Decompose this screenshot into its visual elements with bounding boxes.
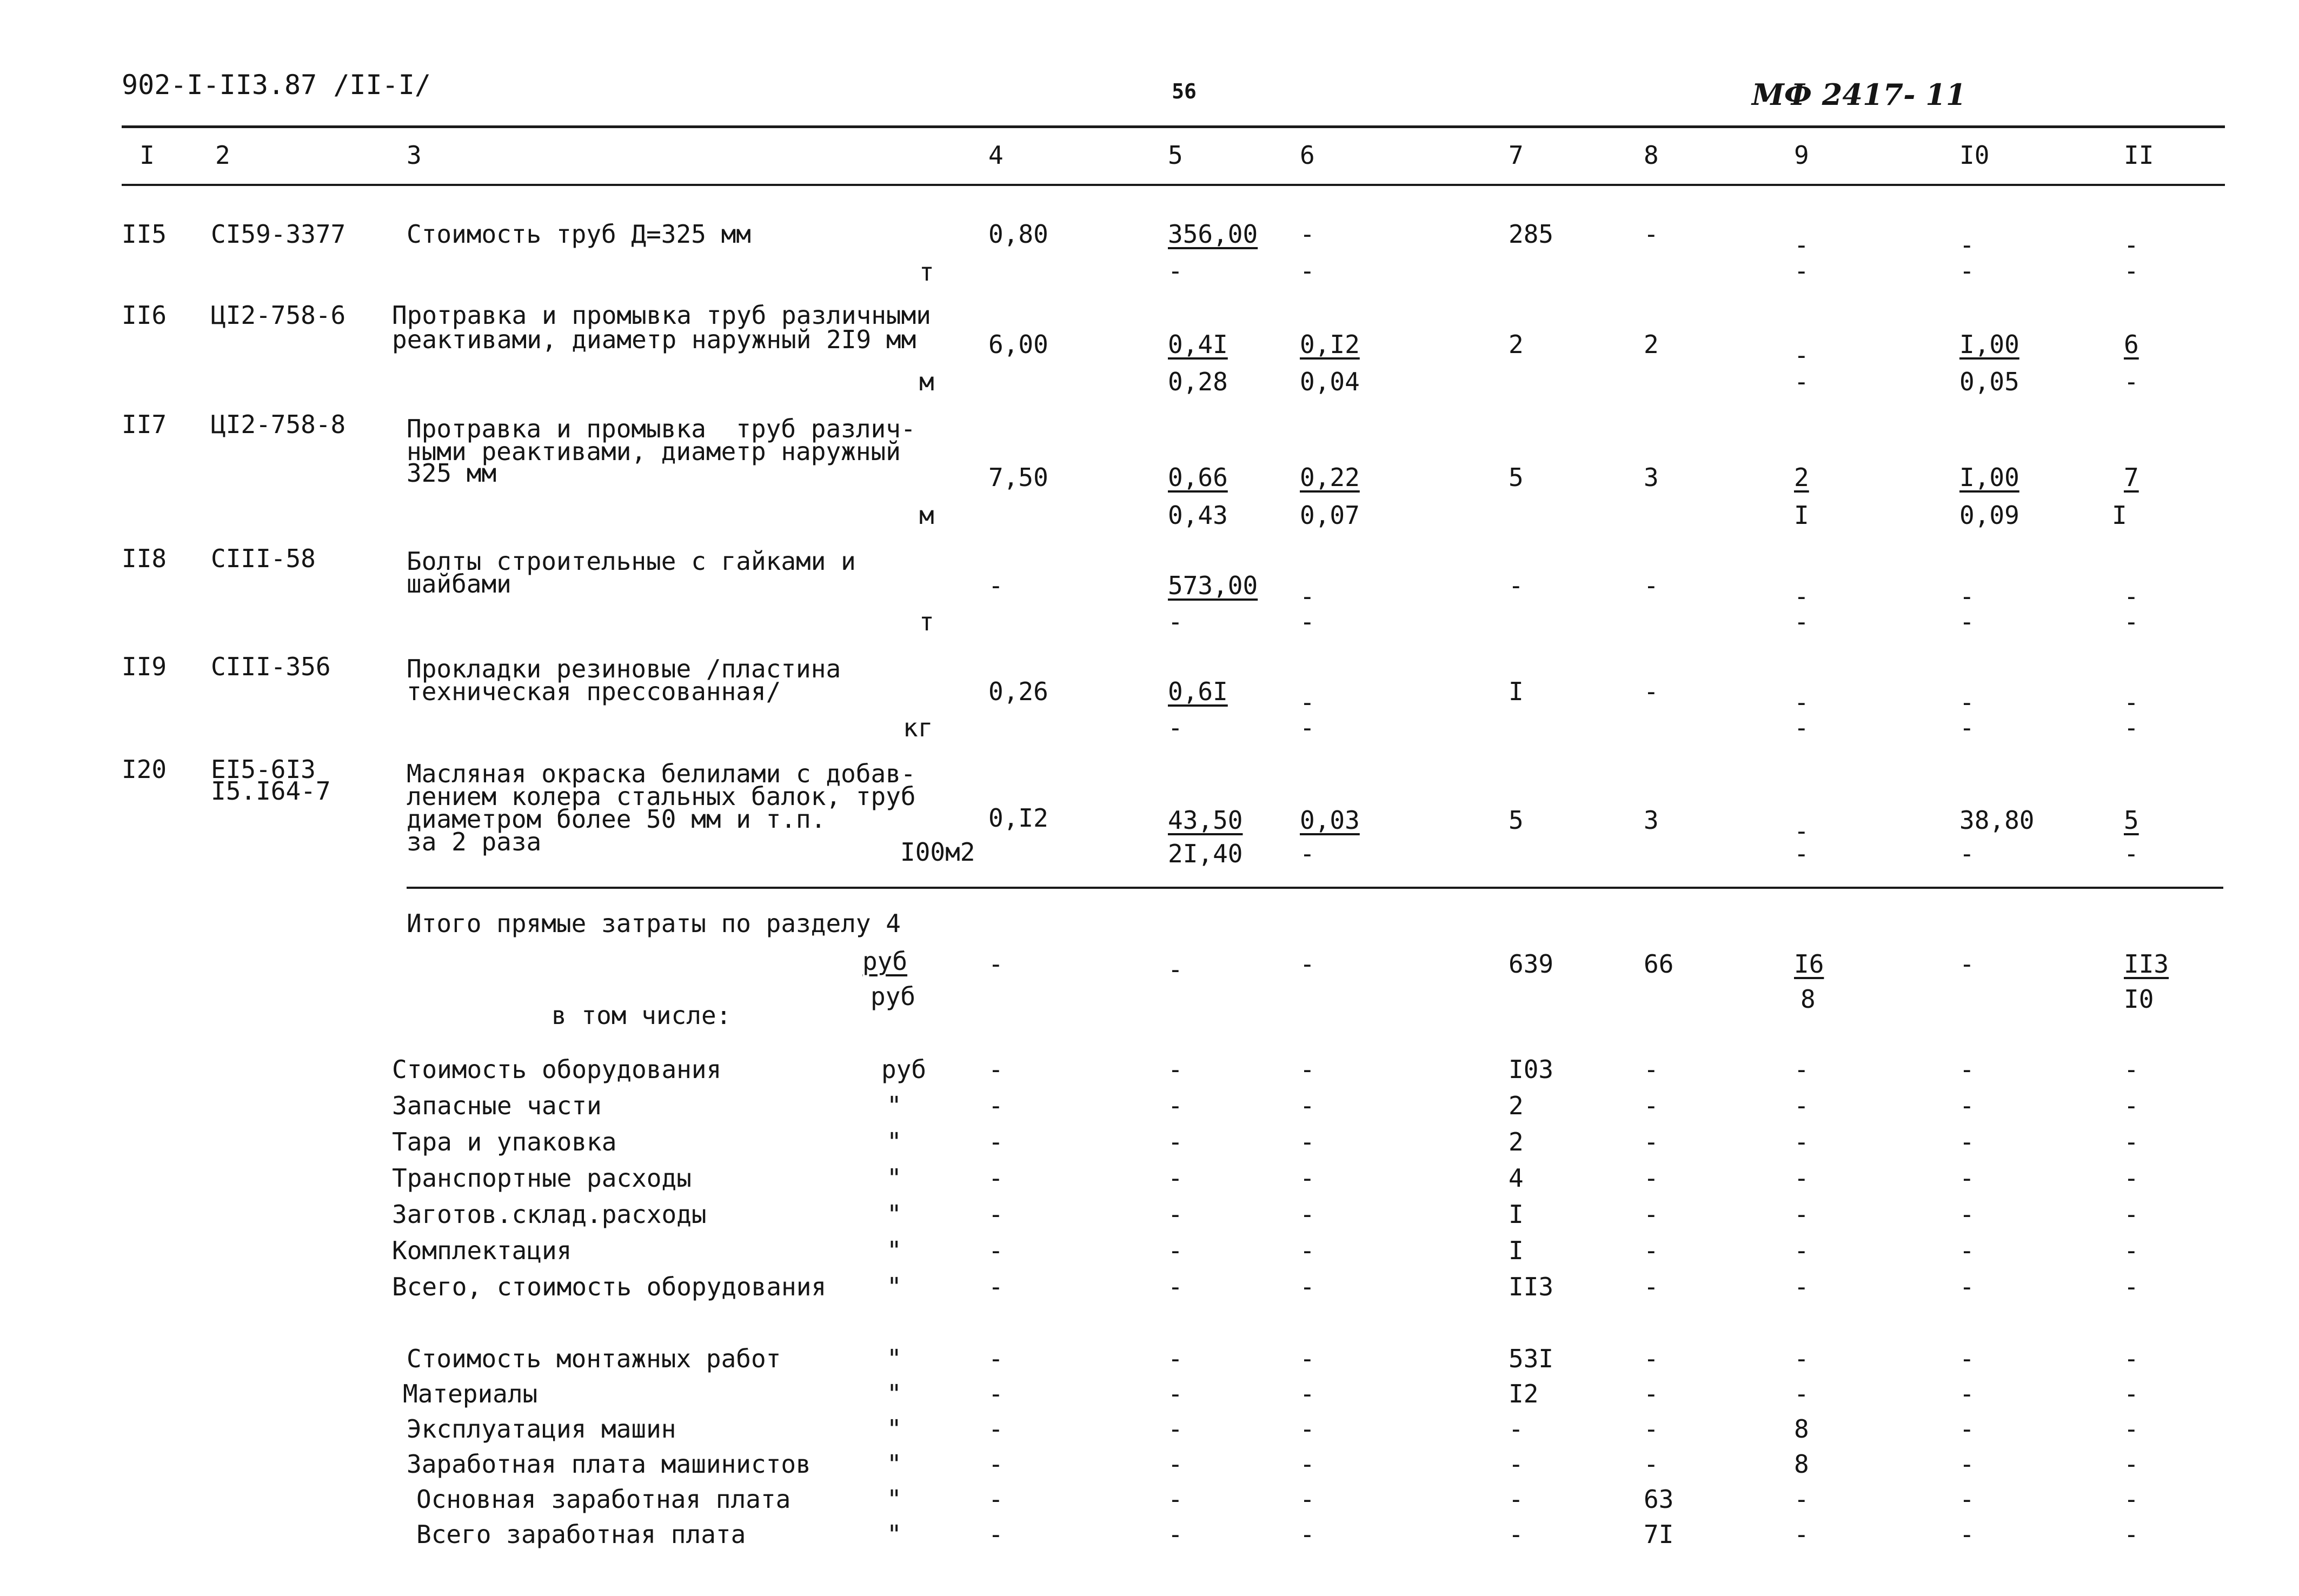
summary-label: Заработная плата машинистов <box>407 1449 811 1479</box>
summary-col4: - <box>988 1272 1004 1301</box>
summary-col6: - <box>1300 1236 1315 1265</box>
labor-machinists: 0,05 <box>1959 367 2019 396</box>
summary-col5: - <box>1168 1344 1183 1373</box>
summary-col4: - <box>988 1485 1004 1514</box>
summary-col6: - <box>1300 1449 1315 1479</box>
description-line: Протравка и промывка труб различ- <box>407 414 916 443</box>
machine-cost: - <box>1300 688 1315 717</box>
labor-total: 6 <box>2124 330 2139 359</box>
summary-col7: - <box>1509 1485 1524 1514</box>
total-cost: - <box>1509 571 1524 600</box>
including-label: в том числе: <box>552 1001 732 1030</box>
summary-col7: 2 <box>1509 1091 1524 1120</box>
labor-cost: 38,80 <box>1959 806 2035 835</box>
description-line: Болты строительные с гайками и <box>407 547 856 576</box>
machines-wages: - <box>1794 839 1809 868</box>
summary-col4: - <box>988 1127 1004 1156</box>
summary-col4: - <box>988 1414 1004 1444</box>
summary-col10: - <box>1959 1091 1975 1120</box>
description-line: Протравка и промывка труб различными <box>392 301 931 330</box>
labor-machinists: - <box>1959 839 1975 868</box>
description-line: Прокладки резиновые /пластина <box>407 654 841 683</box>
labor-total: 5 <box>2124 806 2139 835</box>
summary-label: Запасные части <box>392 1091 602 1120</box>
summary-col5: - <box>1168 1236 1183 1265</box>
summary-unit: руб <box>881 1055 927 1084</box>
machine-wages: - <box>1300 607 1315 636</box>
row-number: II6 <box>122 301 167 330</box>
unit-cost-total: 0,66 <box>1168 463 1228 492</box>
machine-cost: 0,03 <box>1300 806 1360 835</box>
summary-col11: - <box>2124 1449 2139 1479</box>
totals-col9: I6 <box>1794 949 1824 979</box>
col-header-6: 6 <box>1300 141 1315 170</box>
rate-code: EI5-6I3 <box>211 755 316 784</box>
unit-cost-wages: 0,28 <box>1168 367 1228 396</box>
machine-cost: - <box>1300 220 1315 249</box>
summary-label: Эксплуатация машин <box>407 1414 676 1444</box>
machine-cost: 0,22 <box>1300 463 1360 492</box>
total-cost: 2 <box>1509 330 1524 359</box>
unit-cost-total: 356,00 <box>1168 220 1258 249</box>
labor-machinists: - <box>1959 713 1975 742</box>
col-header-11: II <box>2124 141 2154 170</box>
description-line: диаметром более 50 мм и т.п. <box>407 804 826 834</box>
wages-total: 2 <box>1644 330 1659 359</box>
summary-col11: - <box>2124 1414 2139 1444</box>
totals-col7: 639 <box>1509 949 1554 979</box>
summary-col6: - <box>1300 1272 1315 1301</box>
col-header-9: 9 <box>1794 141 1809 170</box>
summary-col10: - <box>1959 1485 1975 1514</box>
totals-unit: руб <box>862 947 908 976</box>
summary-col8: - <box>1644 1379 1659 1408</box>
unit: м <box>919 367 934 396</box>
labor-total-machinists: I <box>2112 501 2127 530</box>
labor-total-machinists: - <box>2124 839 2139 868</box>
summary-unit: " <box>887 1414 902 1444</box>
unit-cost-wages: - <box>1168 713 1183 742</box>
machine-wages: - <box>1300 256 1315 285</box>
summary-unit: " <box>887 1344 902 1373</box>
summary-col9: - <box>1794 1127 1809 1156</box>
machine-cost: - <box>1300 582 1315 611</box>
labor-total-machinists: - <box>2124 607 2139 636</box>
summary-col9: - <box>1794 1091 1809 1120</box>
unit: I00м2 <box>900 837 975 867</box>
summary-col7: II3 <box>1509 1272 1554 1301</box>
description-line: лением колера стальных балок, труб <box>407 782 916 811</box>
summary-col6: - <box>1300 1414 1315 1444</box>
unit-cost-total: 0,4I <box>1168 330 1228 359</box>
description-line: Стоимость труб Д=325 мм <box>407 220 751 249</box>
summary-col8: - <box>1644 1272 1659 1301</box>
col-header-3: 3 <box>407 141 422 170</box>
summary-col10: - <box>1959 1379 1975 1408</box>
description-line: 325 мм <box>407 458 497 488</box>
totals-col8: 66 <box>1644 949 1674 979</box>
summary-col9: - <box>1794 1236 1809 1265</box>
summary-col7: 2 <box>1509 1127 1524 1156</box>
unit: т <box>919 257 934 287</box>
summary-col10: - <box>1959 1127 1975 1156</box>
quantity: 0,80 <box>988 220 1048 249</box>
summary-col7: - <box>1509 1414 1524 1444</box>
summary-col4: - <box>988 1520 1004 1549</box>
labor-cost: I,00 <box>1959 330 2019 359</box>
labor-machinists: 0,09 <box>1959 501 2019 530</box>
summary-label: Комплектация <box>392 1236 572 1265</box>
summary-col6: - <box>1300 1379 1315 1408</box>
machines-wages: - <box>1794 367 1809 396</box>
summary-unit: " <box>887 1127 902 1156</box>
summary-unit: " <box>887 1485 902 1514</box>
summary-col7: I <box>1509 1200 1524 1229</box>
summary-col4: - <box>988 1236 1004 1265</box>
summary-col8: 63 <box>1644 1485 1674 1514</box>
summary-col6: - <box>1300 1163 1315 1193</box>
machines-total: - <box>1794 341 1809 370</box>
summary-col9: - <box>1794 1485 1809 1514</box>
summary-col11: - <box>2124 1236 2139 1265</box>
summary-col7: 4 <box>1509 1163 1524 1193</box>
summary-col5: - <box>1168 1272 1183 1301</box>
summary-col10: - <box>1959 1163 1975 1193</box>
wages-total: - <box>1644 220 1659 249</box>
wages-total: - <box>1644 677 1659 706</box>
summary-col6: - <box>1300 1091 1315 1120</box>
summary-col4: - <box>988 1379 1004 1408</box>
totals-unit-secondary: руб <box>871 982 916 1011</box>
col-header-4: 4 <box>988 141 1004 170</box>
description-line: техническая прессованная/ <box>407 677 781 706</box>
summary-col10: - <box>1959 1272 1975 1301</box>
summary-col10: - <box>1959 1344 1975 1373</box>
summary-col5: - <box>1168 1091 1183 1120</box>
labor-cost: - <box>1959 582 1975 611</box>
unit-cost-wages: 2I,40 <box>1168 839 1243 868</box>
summary-col5: - <box>1168 1520 1183 1549</box>
summary-col8: 7I <box>1644 1520 1674 1549</box>
summary-col8: - <box>1644 1236 1659 1265</box>
summary-col9: - <box>1794 1379 1809 1408</box>
summary-unit: " <box>887 1379 902 1408</box>
unit-cost-total: 43,50 <box>1168 806 1243 835</box>
summary-col11: - <box>2124 1091 2139 1120</box>
summary-col7: I03 <box>1509 1055 1554 1084</box>
summary-col8: - <box>1644 1344 1659 1373</box>
totals-col4: - <box>988 949 1004 979</box>
summary-col10: - <box>1959 1200 1975 1229</box>
document-code: 902-I-II3.87 /II-I/ <box>122 69 431 101</box>
totals-col6: - <box>1300 949 1315 979</box>
machines-wages: - <box>1794 256 1809 285</box>
unit: т <box>919 607 934 636</box>
summary-col11: - <box>2124 1127 2139 1156</box>
unit-cost-wages: - <box>1168 607 1183 636</box>
quantity: - <box>988 571 1004 600</box>
summary-label: Стоимость монтажных работ <box>407 1344 781 1373</box>
header-bottom-rule <box>122 184 2225 186</box>
section-divider <box>407 887 2223 889</box>
summary-label: Заготов.склад.расходы <box>392 1200 707 1229</box>
summary-col9: - <box>1794 1163 1809 1193</box>
labor-cost: - <box>1959 688 1975 717</box>
summary-col8: - <box>1644 1055 1659 1084</box>
summary-col5: - <box>1168 1127 1183 1156</box>
labor-cost: I,00 <box>1959 463 2019 492</box>
total-cost: I <box>1509 677 1524 706</box>
labor-machinists: - <box>1959 256 1975 285</box>
totals-label: Итого прямые затраты по разделу 4 <box>407 909 901 938</box>
summary-col9: 8 <box>1794 1449 1809 1479</box>
quantity: 6,00 <box>988 330 1048 359</box>
summary-unit: " <box>887 1200 902 1229</box>
machines-total: - <box>1794 816 1809 846</box>
summary-col8: - <box>1644 1449 1659 1479</box>
col-header-2: 2 <box>215 141 230 170</box>
machines-total: - <box>1794 230 1809 260</box>
summary-col11: - <box>2124 1272 2139 1301</box>
summary-col6: - <box>1300 1520 1315 1549</box>
labor-machinists: - <box>1959 607 1975 636</box>
summary-col7: I <box>1509 1236 1524 1265</box>
total-cost: 285 <box>1509 220 1554 249</box>
summary-col8: - <box>1644 1127 1659 1156</box>
rate-code-secondary: I5.I64-7 <box>211 776 331 806</box>
col-header-1: I <box>139 141 155 170</box>
summary-col11: - <box>2124 1200 2139 1229</box>
summary-col8: - <box>1644 1091 1659 1120</box>
rate-code: ЦI2-758-8 <box>211 410 346 439</box>
unit: кг <box>903 713 933 742</box>
summary-label: Основная заработная плата <box>416 1485 791 1514</box>
machines-wages: - <box>1794 607 1809 636</box>
totals-col9-secondary: 8 <box>1800 985 1816 1014</box>
summary-col9: - <box>1794 1055 1809 1084</box>
summary-unit: " <box>887 1163 902 1193</box>
summary-col10: - <box>1959 1055 1975 1084</box>
summary-col5: - <box>1168 1055 1183 1084</box>
labor-total-machinists: - <box>2124 367 2139 396</box>
summary-col5: - <box>1168 1414 1183 1444</box>
labor-total: 7 <box>2124 463 2139 492</box>
total-cost: 5 <box>1509 806 1524 835</box>
summary-col8: - <box>1644 1163 1659 1193</box>
summary-col4: - <box>988 1091 1004 1120</box>
col-header-10: I0 <box>1959 141 1990 170</box>
summary-col10: - <box>1959 1236 1975 1265</box>
summary-col9: - <box>1794 1272 1809 1301</box>
description-line: за 2 раза <box>407 827 542 856</box>
machine-cost: 0,I2 <box>1300 330 1360 359</box>
rate-code: CIII-58 <box>211 544 316 573</box>
summary-col9: - <box>1794 1344 1809 1373</box>
summary-col4: - <box>988 1055 1004 1084</box>
row-number: II7 <box>122 410 167 439</box>
wages-total: 3 <box>1644 463 1659 492</box>
col-header-8: 8 <box>1644 141 1659 170</box>
summary-col9: 8 <box>1794 1414 1809 1444</box>
unit: м <box>919 501 934 530</box>
page-number: 56 <box>1172 79 1197 103</box>
summary-col6: - <box>1300 1344 1315 1373</box>
rate-code: CI59-3377 <box>211 220 346 249</box>
summary-col10: - <box>1959 1449 1975 1479</box>
summary-col7: I2 <box>1509 1379 1539 1408</box>
totals-col11-secondary: I0 <box>2124 985 2154 1014</box>
summary-col5: - <box>1168 1379 1183 1408</box>
quantity: 0,26 <box>988 677 1048 706</box>
summary-col10: - <box>1959 1414 1975 1444</box>
summary-col7: - <box>1509 1520 1524 1549</box>
unit-cost-total: 573,00 <box>1168 571 1258 600</box>
quantity: 7,50 <box>988 463 1048 492</box>
rate-code: ЦI2-758-6 <box>211 301 346 330</box>
total-cost: 5 <box>1509 463 1524 492</box>
summary-col7: 53I <box>1509 1344 1554 1373</box>
summary-col6: - <box>1300 1485 1315 1514</box>
wages-total: 3 <box>1644 806 1659 835</box>
summary-col6: - <box>1300 1200 1315 1229</box>
labor-total-machinists: - <box>2124 713 2139 742</box>
description-line: шайбами <box>407 569 511 598</box>
row-number: II5 <box>122 220 167 249</box>
totals-col5: - <box>1168 955 1183 984</box>
header-top-rule <box>122 125 2225 128</box>
summary-col6: - <box>1300 1127 1315 1156</box>
summary-col9: - <box>1794 1200 1809 1229</box>
summary-col11: - <box>2124 1485 2139 1514</box>
description-line: реактивами, диаметр наружный 2I9 мм <box>392 325 916 354</box>
handwritten-reference: МФ 2417- 11 <box>1752 77 1966 112</box>
summary-col6: - <box>1300 1055 1315 1084</box>
summary-col4: - <box>988 1344 1004 1373</box>
machines-total: 2 <box>1794 463 1809 492</box>
wages-total: - <box>1644 571 1659 600</box>
machines-total: - <box>1794 688 1809 717</box>
summary-label: Тара и упаковка <box>392 1127 617 1156</box>
summary-unit: " <box>887 1091 902 1120</box>
summary-col9: - <box>1794 1520 1809 1549</box>
machines-wages: - <box>1794 713 1809 742</box>
unit-cost-wages: - <box>1168 256 1183 285</box>
summary-col5: - <box>1168 1163 1183 1193</box>
summary-col8: - <box>1644 1200 1659 1229</box>
summary-unit: " <box>887 1520 902 1549</box>
labor-total: - <box>2124 582 2139 611</box>
summary-col11: - <box>2124 1163 2139 1193</box>
summary-col10: - <box>1959 1520 1975 1549</box>
summary-col11: - <box>2124 1520 2139 1549</box>
description-line: Масляная окраска белилами с добав- <box>407 759 916 788</box>
quantity: 0,I2 <box>988 803 1048 833</box>
machine-wages: 0,04 <box>1300 367 1360 396</box>
summary-col5: - <box>1168 1200 1183 1229</box>
summary-unit: " <box>887 1272 902 1301</box>
row-number: II9 <box>122 652 167 681</box>
summary-label: Транспортные расходы <box>392 1163 692 1193</box>
labor-total: - <box>2124 688 2139 717</box>
rate-code: CIII-356 <box>211 652 331 681</box>
machine-wages: 0,07 <box>1300 501 1360 530</box>
labor-total: - <box>2124 230 2139 260</box>
summary-col11: - <box>2124 1055 2139 1084</box>
totals-col11: II3 <box>2124 949 2169 979</box>
machines-wages: I <box>1794 501 1809 530</box>
summary-unit: " <box>887 1236 902 1265</box>
unit-cost-total: 0,6I <box>1168 677 1228 706</box>
summary-col11: - <box>2124 1344 2139 1373</box>
labor-total-machinists: - <box>2124 256 2139 285</box>
row-number: I20 <box>122 755 167 784</box>
col-header-5: 5 <box>1168 141 1183 170</box>
summary-label: Материалы <box>403 1379 538 1408</box>
summary-label: Всего, стоимость оборудования <box>392 1272 827 1301</box>
summary-col5: - <box>1168 1485 1183 1514</box>
summary-unit: " <box>887 1449 902 1479</box>
summary-col4: - <box>988 1449 1004 1479</box>
summary-col11: - <box>2124 1379 2139 1408</box>
summary-label: Стоимость оборудования <box>392 1055 722 1084</box>
summary-col4: - <box>988 1163 1004 1193</box>
summary-col4: - <box>988 1200 1004 1229</box>
summary-col8: - <box>1644 1414 1659 1444</box>
unit-cost-wages: 0,43 <box>1168 501 1228 530</box>
row-number: II8 <box>122 544 167 573</box>
summary-col5: - <box>1168 1449 1183 1479</box>
summary-label: Всего заработная плата <box>416 1520 746 1549</box>
machine-wages: - <box>1300 839 1315 868</box>
description-line: ными реактивами, диаметр наружный <box>407 437 901 466</box>
machine-wages: - <box>1300 713 1315 742</box>
machines-total: - <box>1794 582 1809 611</box>
col-header-7: 7 <box>1509 141 1524 170</box>
totals-col10: - <box>1959 949 1975 979</box>
labor-cost: - <box>1959 230 1975 260</box>
summary-col7: - <box>1509 1449 1524 1479</box>
